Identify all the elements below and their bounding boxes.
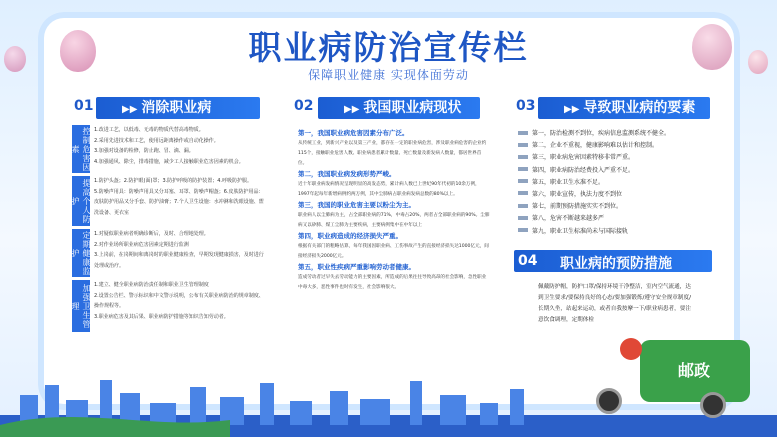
group-hygiene-management: [72, 280, 268, 332]
group-control-hazards: [72, 125, 268, 173]
group-item: 1.建立、健全职业病防治责任制和职业卫生管理制度: [94, 282, 209, 288]
section-4-title: 职业病的预防措施: [560, 256, 672, 272]
group-health-monitoring: [72, 229, 268, 277]
section-4-body: 佩戴防护帽，防护口罩/保持环境干净整洁，室内空气流通，达到卫生要求/要保持良好的心态/要加强锻炼/遵守安全规章制度/长期久坐，站起来运动，或者自我按摩一下/职业病患者，要注意饮食调理，定期体检: [538, 284, 691, 323]
page-subtitle: 保障职业健康 实现体面劳动: [308, 68, 469, 82]
group-item: 2.对作业场所职业病危害因素定期进行监测: [94, 241, 189, 248]
section-4-number: 04: [518, 253, 538, 269]
section-1-title-bar: [96, 97, 260, 119]
chevron-right-icon: ▶▶: [122, 104, 138, 115]
list-item: 第二，企业不重视，健康影响难以估计和控制。: [518, 140, 714, 149]
page-title: 职业病防治宣传栏: [248, 28, 529, 67]
section-1-body: [72, 125, 268, 332]
group-label: 加强卫生管理: [72, 280, 90, 332]
dash-icon: [518, 131, 528, 135]
status-text: 根据有关部门的粗略估算，每年我国因职业病、工伤事故产生的直接经济损失达1000亿元，间接经济损失2000亿元。: [298, 244, 489, 259]
group-item: 3.加强对设备的检修，防止跑、冒、滴、漏。: [94, 148, 194, 154]
dash-icon: [518, 191, 528, 195]
section-1-title: 消除职业病: [141, 100, 212, 116]
dash-icon: [518, 143, 528, 147]
wheel-icon: [700, 392, 726, 418]
list-item: 第五，职业卫生水准不足。: [518, 177, 714, 186]
dash-icon: [518, 179, 528, 183]
rider-helmet-icon: [620, 338, 642, 360]
group-item: 3.职业病危害及其后果、职业病防护措施等知识告知劳动者。: [94, 313, 229, 320]
chevron-right-icon: ▶▶: [564, 104, 580, 115]
status-heading: 第四，职业病造成的经济损失严重。: [298, 232, 402, 240]
section-2-number: 02: [294, 98, 314, 114]
list-item: 第八，危害不断越来越多严: [518, 213, 714, 222]
dash-icon: [518, 216, 528, 220]
dash-icon: [518, 155, 528, 159]
section-2-title-bar: [318, 97, 480, 119]
group-item: 1.防护头盔；2.防护眼(面)罩；3.防护呼吸的防护装置；4.呼吸防护服。: [94, 178, 252, 184]
list-item: 第一，防治检测不到位，疾病信息监测系统不健全。: [518, 128, 714, 137]
group-label: 提高个人防护: [72, 176, 90, 226]
van-label: 邮政: [678, 361, 711, 380]
list-item: 第六，职业宣传，执法力度不到位: [518, 189, 714, 198]
section-1-number: 01: [74, 98, 94, 114]
group-item: 2.采用先进技术和工艺，使用远距离操作或自动化操作。: [94, 137, 219, 144]
status-text: 近十年职业病发病情况呈现明显的高发态势，累计病人数已上世纪90年代初的10余万例，1997年起每年新增病例约两万例，其中尘肺病占职业病发病总数的80%以上。: [298, 182, 480, 197]
list-item: 第四，职业病防治经费投入严重不足。: [518, 165, 714, 174]
group-personal-protection: [72, 176, 268, 226]
dash-icon: [518, 204, 528, 208]
group-label: 控制危害因素: [71, 126, 91, 172]
status-heading: 第三，我国的职业危害主要以粉尘为主。: [298, 201, 415, 209]
status-text: 从传统工业，到新兴产业以及第三产业，都存在一定的职业病危害，涉及职业病危害的企业约115个，接触职业危害人数、职业病患者累计数量、死亡数量及新发病人数量，都居世界首位。: [298, 141, 487, 166]
dash-icon: [518, 228, 528, 232]
section-3-title-bar: [538, 97, 710, 119]
chevron-right-icon: ▶▶: [344, 104, 360, 115]
group-label: 定期健康监护: [71, 230, 91, 276]
group-item: 2.设置公告栏、警示标识和中文警示说明，公布有关职业病防治的规章制度、操作规程等。: [94, 292, 264, 309]
status-heading: 第五，职业性疾病严重影响劳动者健康。: [298, 263, 415, 271]
group-item: 5.防噪声用具：防噪声用具又分耳塞、耳罩、防噪声帽盔；6.皮肤防护用品：皮肤防护用品又分手套、防护油膏；7.个人卫生设施：水冲淋和洗眼设施、盥洗设备、更衣室: [94, 188, 264, 216]
list-item: 第七，前期预防措施实实不到位。: [518, 201, 714, 210]
status-text: 造成劳动者过早失去劳动能力的主要因素，所造成的后果往往导致高昂的社会影响，急性职业中毒大多，恶性事件也时有发生，社会影响很大。: [298, 275, 487, 290]
section-2-body: [298, 128, 490, 293]
section-3-list: [518, 128, 714, 238]
status-heading: 第二，我国职业病发病形势严峻。: [298, 170, 396, 178]
group-item: 1.改进工艺，以低毒、无毒的物质代替高毒物质。: [94, 127, 204, 133]
group-item: 3.上岗前，在岗期间和离岗时的职业健康检查，早期发现健康损害，及时进行处理或治疗。: [94, 252, 264, 269]
group-item: 4.加强通风、除尘，排毒措施，减少工人接触职业危害因素的机会。: [94, 158, 244, 165]
group-item: 1.对疑似职业病者明确诊断后，及时、合理地处理。: [94, 231, 209, 237]
section-3-title: 导致职业病的要素: [583, 100, 696, 116]
status-heading: 第一，我国职业病危害因素分布广泛。: [298, 129, 409, 137]
list-item: 第九，职业卫生标准尚未与国际接轨: [518, 226, 714, 235]
wheel-icon: [596, 388, 622, 414]
section-2-title: 我国职业病现状: [363, 100, 462, 116]
status-text: 职业病人以尘肺病为主，占全部职业病的71%，中毒占20%，两者占全部职业病的90%。尘肺病又以矽肺、煤工尘肺为主要疾病，主要病例集中在中年以上: [298, 213, 490, 228]
dash-icon: [518, 167, 528, 171]
section-3-number: 03: [516, 98, 536, 114]
list-item: 第三，职业病危害因素特移非常严重。: [518, 152, 714, 161]
